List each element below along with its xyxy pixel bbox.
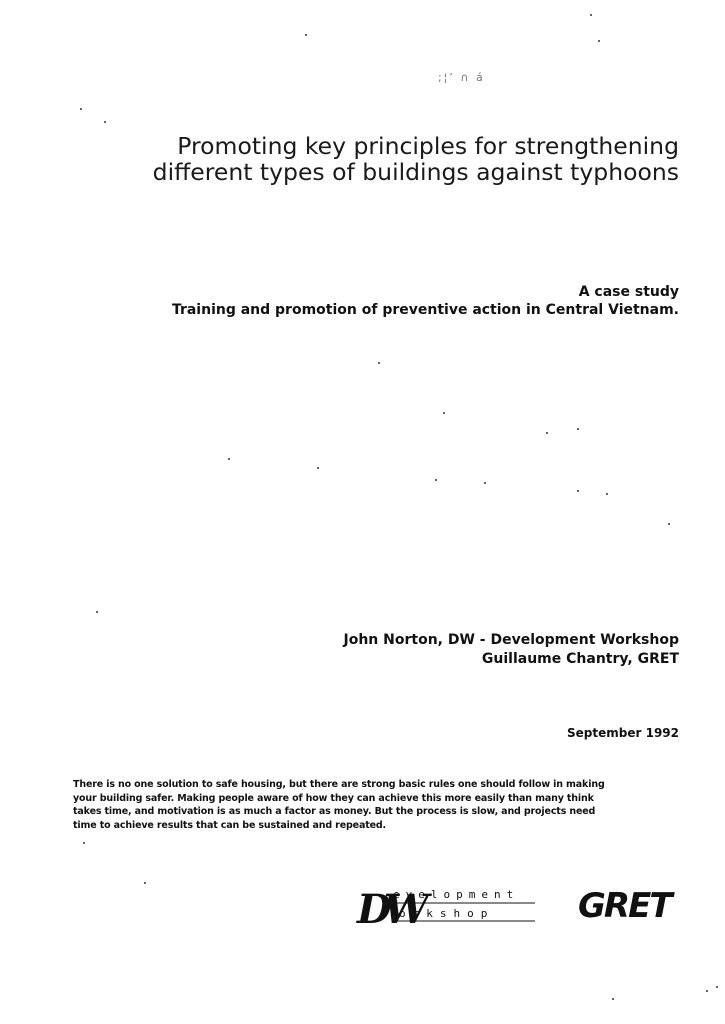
scan-speck	[305, 34, 307, 36]
abstract	[73, 778, 680, 832]
scan-speck	[546, 432, 548, 434]
publication-date: September 1992	[567, 726, 679, 740]
scan-speck	[435, 479, 437, 481]
subtitle-line-2: Training and promotion of preventive action in Central Vietnam.	[171, 302, 679, 318]
dw-line-1: evelopment	[393, 888, 520, 901]
handwritten-mark: ;¦’ ∩ á	[438, 71, 485, 84]
scan-speck	[706, 990, 708, 992]
title-line-1: Promoting key principles for strengthening	[177, 132, 679, 160]
abstract-line-4: time to achieve results that can be sustained and repeated.	[73, 819, 387, 831]
scan-speck	[668, 523, 670, 525]
scan-speck	[228, 458, 230, 460]
scan-speck	[83, 842, 85, 844]
scan-speck	[80, 108, 82, 110]
scan-speck	[606, 493, 608, 495]
scan-speck	[598, 40, 600, 42]
scan-speck	[443, 412, 445, 414]
authors-block	[179, 631, 679, 669]
dw-monogram: DW	[357, 886, 421, 931]
title-line-2: different types of buildings against typhoons	[152, 158, 679, 186]
scan-speck	[144, 882, 146, 884]
scan-speck	[612, 998, 614, 1000]
abstract-line-1: There is no one solution to safe housing, but there are strong basic rules one should follow in making	[73, 779, 605, 790]
scan-speck	[96, 611, 98, 613]
scan-speck	[378, 362, 380, 364]
abstract-line-2: your building safer. Making people aware of how they can achieve this more easily than many think	[73, 792, 594, 804]
scan-speck	[716, 986, 718, 988]
gret-logo: GRET	[578, 886, 671, 926]
document-title	[79, 133, 679, 185]
author-2: Guillaume Chantry, GRET	[481, 651, 679, 667]
scan-speck	[577, 428, 579, 430]
scan-speck	[317, 467, 319, 469]
dw-line-2: orkshop	[399, 907, 495, 920]
scan-speck	[104, 121, 106, 123]
document-subtitle	[59, 283, 679, 319]
development-workshop-logo	[355, 883, 545, 931]
abstract-line-3: takes time, and motivation is as much a factor as money. But the process is slow, and projects need	[73, 806, 596, 817]
author-1: John Norton, DW - Development Workshop	[343, 632, 679, 648]
scan-speck	[484, 482, 486, 484]
scan-speck	[590, 14, 592, 16]
scan-speck	[577, 490, 579, 492]
subtitle-line-1: A case study	[578, 284, 679, 300]
